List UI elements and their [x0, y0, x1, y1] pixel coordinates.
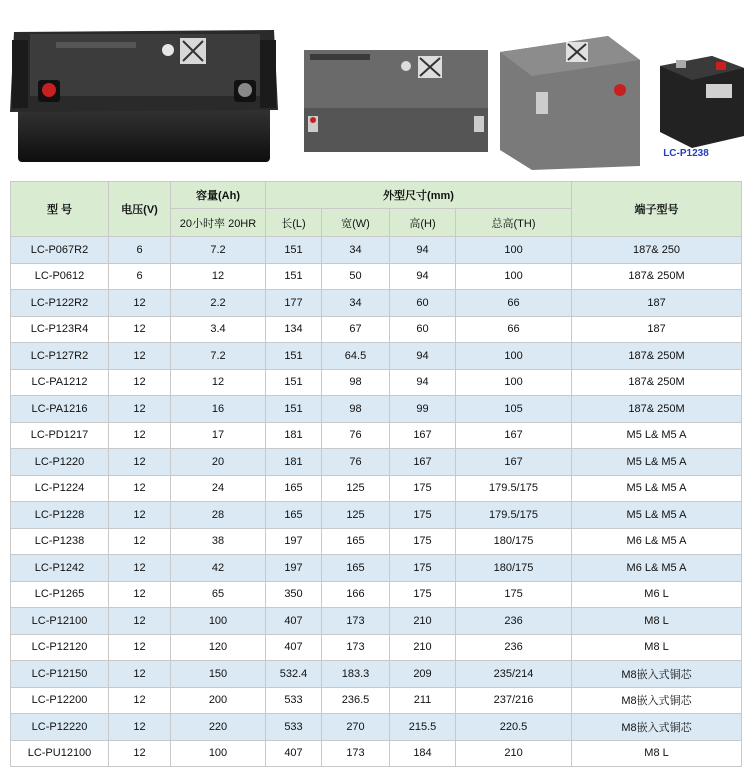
cell-voltage: 12 — [109, 634, 171, 661]
cell-model: LC-P12150 — [11, 661, 109, 688]
cell-height: 167 — [390, 449, 456, 476]
cell-terminal: M8 L — [572, 608, 742, 635]
header-width: 宽(W) — [322, 209, 390, 237]
header-capacity-rate: 20小时率 20HR — [171, 209, 266, 237]
cell-height: 210 — [390, 634, 456, 661]
header-height: 高(H) — [390, 209, 456, 237]
cell-model: LC-P123R4 — [11, 316, 109, 343]
cell-model: LC-P12220 — [11, 714, 109, 741]
cell-total-height: 100 — [456, 369, 572, 396]
cell-total-height: 180/175 — [456, 528, 572, 555]
cell-model: LC-P1238 — [11, 528, 109, 555]
cell-total-height: 210 — [456, 740, 572, 767]
cell-length: 532.4 — [266, 661, 322, 688]
header-capacity: 容量(Ah) — [171, 182, 266, 209]
cell-height: 175 — [390, 555, 456, 582]
table-row — [11, 634, 742, 661]
cell-total-height: 237/216 — [456, 687, 572, 714]
cell-voltage: 12 — [109, 608, 171, 635]
cell-voltage: 12 — [109, 740, 171, 767]
cell-width: 67 — [322, 316, 390, 343]
cell-voltage: 12 — [109, 396, 171, 423]
cell-total-height: 179.5/175 — [456, 475, 572, 502]
cell-voltage: 12 — [109, 661, 171, 688]
cell-model: LC-PU12100 — [11, 740, 109, 767]
cell-model: LC-P12100 — [11, 608, 109, 635]
header-length: 长(L) — [266, 209, 322, 237]
cell-length: 533 — [266, 714, 322, 741]
battery-photo-angled — [496, 32, 644, 172]
cell-width: 76 — [322, 449, 390, 476]
cell-length: 350 — [266, 581, 322, 608]
header-model: 型 号 — [11, 182, 109, 237]
cell-length: 151 — [266, 343, 322, 370]
cell-length: 134 — [266, 316, 322, 343]
cell-width: 34 — [322, 290, 390, 317]
cell-model: LC-P1228 — [11, 502, 109, 529]
cell-capacity: 65 — [171, 581, 266, 608]
cell-length: 165 — [266, 502, 322, 529]
table-row — [11, 237, 742, 264]
cell-model: LC-P067R2 — [11, 237, 109, 264]
cell-height: 167 — [390, 422, 456, 449]
cell-width: 166 — [322, 581, 390, 608]
cell-total-height: 100 — [456, 263, 572, 290]
header-dimensions: 外型尺寸(mm) — [266, 182, 572, 209]
cell-length: 407 — [266, 634, 322, 661]
table-row — [11, 343, 742, 370]
cell-model: LC-P1224 — [11, 475, 109, 502]
cell-height: 99 — [390, 396, 456, 423]
cell-height: 211 — [390, 687, 456, 714]
cell-model: LC-P0612 — [11, 263, 109, 290]
cell-voltage: 12 — [109, 290, 171, 317]
battery-spec-table — [10, 181, 742, 767]
cell-capacity: 200 — [171, 687, 266, 714]
cell-terminal: M6 L& M5 A — [572, 555, 742, 582]
cell-terminal: 187 — [572, 290, 742, 317]
cell-capacity: 12 — [171, 369, 266, 396]
cell-voltage: 12 — [109, 555, 171, 582]
cell-terminal: 187& 250 — [572, 237, 742, 264]
cell-model: LC-P1220 — [11, 449, 109, 476]
cell-terminal: M6 L — [572, 581, 742, 608]
cell-model: LC-P12120 — [11, 634, 109, 661]
cell-model: LC-P127R2 — [11, 343, 109, 370]
cell-model: LC-P1265 — [11, 581, 109, 608]
cell-terminal: M5 L& M5 A — [572, 502, 742, 529]
product-photos — [0, 0, 750, 178]
cell-total-height: 175 — [456, 581, 572, 608]
cell-total-height: 236 — [456, 634, 572, 661]
cell-width: 98 — [322, 369, 390, 396]
cell-height: 60 — [390, 290, 456, 317]
cell-width: 183.3 — [322, 661, 390, 688]
cell-length: 407 — [266, 608, 322, 635]
cell-capacity: 12 — [171, 263, 266, 290]
cell-terminal: M5 L& M5 A — [572, 475, 742, 502]
cell-width: 173 — [322, 740, 390, 767]
cell-terminal: M8嵌入式铜芯 — [572, 687, 742, 714]
cell-voltage: 12 — [109, 528, 171, 555]
cell-width: 64.5 — [322, 343, 390, 370]
cell-total-height: 66 — [456, 316, 572, 343]
table-row — [11, 502, 742, 529]
table-row — [11, 396, 742, 423]
table-row — [11, 581, 742, 608]
cell-capacity: 20 — [171, 449, 266, 476]
cell-voltage: 12 — [109, 422, 171, 449]
cell-voltage: 12 — [109, 449, 171, 476]
cell-model: LC-P122R2 — [11, 290, 109, 317]
cell-total-height: 236 — [456, 608, 572, 635]
cell-height: 60 — [390, 316, 456, 343]
cell-terminal: M5 L& M5 A — [572, 449, 742, 476]
cell-height: 94 — [390, 263, 456, 290]
table-row — [11, 555, 742, 582]
header-total-height: 总高(TH) — [456, 209, 572, 237]
cell-total-height: 180/175 — [456, 555, 572, 582]
cell-capacity: 17 — [171, 422, 266, 449]
cell-terminal: M8嵌入式铜芯 — [572, 661, 742, 688]
cell-capacity: 3.4 — [171, 316, 266, 343]
cell-height: 175 — [390, 581, 456, 608]
cell-terminal: M8 L — [572, 634, 742, 661]
cell-capacity: 2.2 — [171, 290, 266, 317]
cell-total-height: 167 — [456, 449, 572, 476]
cell-capacity: 100 — [171, 608, 266, 635]
cell-terminal: 187& 250M — [572, 343, 742, 370]
cell-terminal: 187 — [572, 316, 742, 343]
table-row — [11, 449, 742, 476]
cell-height: 210 — [390, 608, 456, 635]
header-row — [11, 182, 742, 209]
battery-photo-small — [656, 52, 748, 152]
cell-width: 173 — [322, 608, 390, 635]
cell-length: 533 — [266, 687, 322, 714]
cell-length: 197 — [266, 528, 322, 555]
photo-caption: LC-P1238 — [663, 148, 709, 159]
table-row — [11, 263, 742, 290]
cell-length: 177 — [266, 290, 322, 317]
cell-capacity: 7.2 — [171, 343, 266, 370]
cell-model: LC-PA1216 — [11, 396, 109, 423]
cell-voltage: 12 — [109, 316, 171, 343]
cell-voltage: 12 — [109, 687, 171, 714]
cell-model: LC-P12200 — [11, 687, 109, 714]
cell-capacity: 150 — [171, 661, 266, 688]
cell-length: 165 — [266, 475, 322, 502]
cell-voltage: 12 — [109, 502, 171, 529]
cell-voltage: 12 — [109, 714, 171, 741]
header-voltage: 电压(V) — [109, 182, 171, 237]
cell-height: 215.5 — [390, 714, 456, 741]
cell-length: 151 — [266, 263, 322, 290]
cell-height: 184 — [390, 740, 456, 767]
cell-total-height: 105 — [456, 396, 572, 423]
cell-capacity: 28 — [171, 502, 266, 529]
table-row — [11, 740, 742, 767]
cell-length: 151 — [266, 396, 322, 423]
table-row — [11, 475, 742, 502]
cell-width: 236.5 — [322, 687, 390, 714]
table-row — [11, 290, 742, 317]
cell-width: 34 — [322, 237, 390, 264]
table-row — [11, 687, 742, 714]
cell-terminal: 187& 250M — [572, 396, 742, 423]
table-row — [11, 528, 742, 555]
cell-capacity: 100 — [171, 740, 266, 767]
cell-height: 94 — [390, 237, 456, 264]
cell-total-height: 179.5/175 — [456, 502, 572, 529]
cell-width: 98 — [322, 396, 390, 423]
cell-width: 165 — [322, 555, 390, 582]
cell-height: 175 — [390, 502, 456, 529]
cell-length: 181 — [266, 422, 322, 449]
table-row — [11, 369, 742, 396]
cell-height: 175 — [390, 475, 456, 502]
table-row — [11, 422, 742, 449]
cell-length: 181 — [266, 449, 322, 476]
cell-capacity: 16 — [171, 396, 266, 423]
cell-total-height: 100 — [456, 237, 572, 264]
cell-terminal: M6 L& M5 A — [572, 528, 742, 555]
cell-total-height: 66 — [456, 290, 572, 317]
cell-terminal: 187& 250M — [572, 369, 742, 396]
cell-voltage: 12 — [109, 343, 171, 370]
cell-capacity: 24 — [171, 475, 266, 502]
cell-voltage: 6 — [109, 263, 171, 290]
cell-capacity: 7.2 — [171, 237, 266, 264]
cell-total-height: 235/214 — [456, 661, 572, 688]
cell-width: 173 — [322, 634, 390, 661]
cell-voltage: 12 — [109, 369, 171, 396]
cell-capacity: 120 — [171, 634, 266, 661]
cell-capacity: 220 — [171, 714, 266, 741]
battery-photo-large — [8, 20, 280, 165]
cell-terminal: M8 L — [572, 740, 742, 767]
battery-photo-medium — [298, 42, 494, 157]
cell-width: 270 — [322, 714, 390, 741]
table-row — [11, 714, 742, 741]
cell-length: 407 — [266, 740, 322, 767]
table-row — [11, 661, 742, 688]
cell-length: 197 — [266, 555, 322, 582]
cell-width: 76 — [322, 422, 390, 449]
cell-height: 94 — [390, 343, 456, 370]
cell-width: 50 — [322, 263, 390, 290]
cell-total-height: 100 — [456, 343, 572, 370]
cell-voltage: 6 — [109, 237, 171, 264]
cell-terminal: 187& 250M — [572, 263, 742, 290]
cell-length: 151 — [266, 237, 322, 264]
cell-model: LC-PD1217 — [11, 422, 109, 449]
cell-model: LC-PA1212 — [11, 369, 109, 396]
table-row — [11, 316, 742, 343]
cell-terminal: M8嵌入式铜芯 — [572, 714, 742, 741]
cell-height: 175 — [390, 528, 456, 555]
cell-width: 125 — [322, 502, 390, 529]
cell-voltage: 12 — [109, 581, 171, 608]
cell-terminal: M5 L& M5 A — [572, 422, 742, 449]
cell-capacity: 42 — [171, 555, 266, 582]
cell-capacity: 38 — [171, 528, 266, 555]
cell-total-height: 220.5 — [456, 714, 572, 741]
cell-height: 94 — [390, 369, 456, 396]
cell-voltage: 12 — [109, 475, 171, 502]
cell-width: 165 — [322, 528, 390, 555]
header-terminal: 端子型号 — [572, 182, 742, 237]
cell-model: LC-P1242 — [11, 555, 109, 582]
cell-total-height: 167 — [456, 422, 572, 449]
cell-height: 209 — [390, 661, 456, 688]
cell-length: 151 — [266, 369, 322, 396]
cell-width: 125 — [322, 475, 390, 502]
table-row — [11, 608, 742, 635]
